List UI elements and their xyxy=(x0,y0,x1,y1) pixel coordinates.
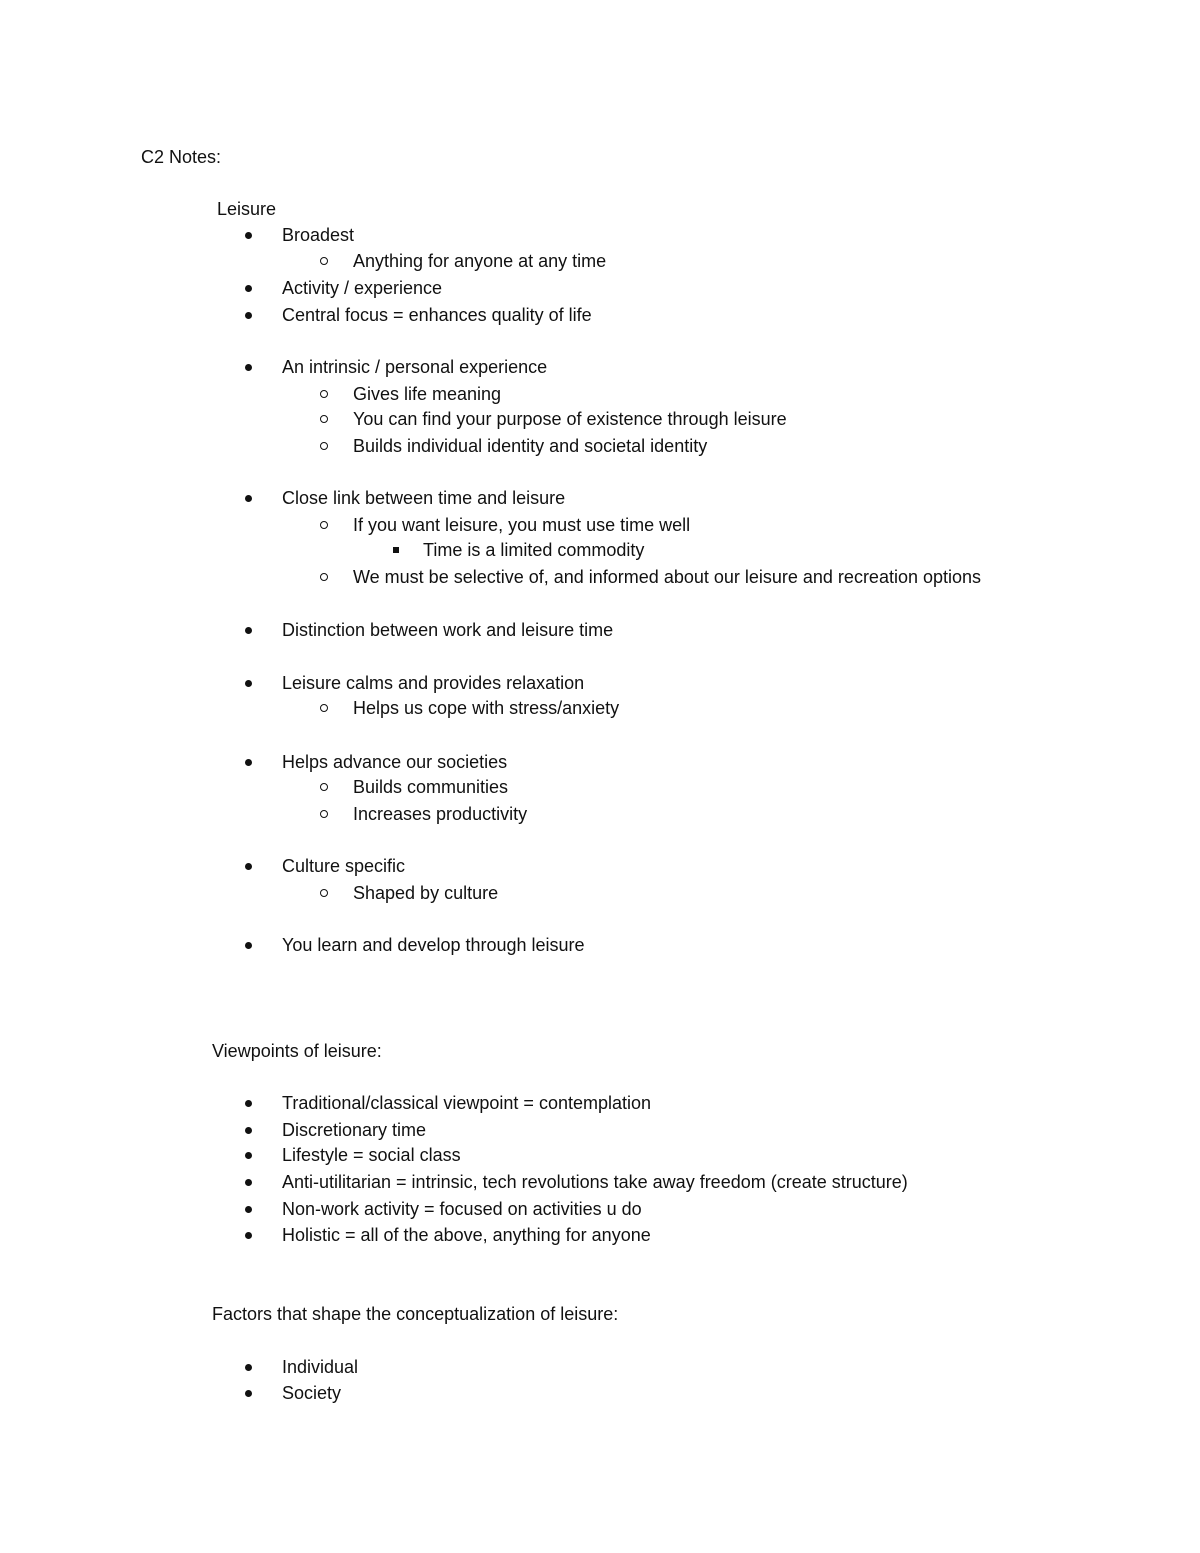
list-item: Helps us cope with stress/anxiety xyxy=(353,698,620,718)
list-item: Leisure calms and provides relaxation xyxy=(282,673,585,693)
list-item: Society xyxy=(282,1383,342,1403)
list-item: Shaped by culture xyxy=(353,883,499,903)
list-item: Activity / experience xyxy=(282,278,443,298)
list-item: Discretionary time xyxy=(282,1120,427,1140)
list-item: Holistic = all of the above, anything for anyone xyxy=(282,1225,651,1245)
list-item: Time is a limited commodity xyxy=(423,540,645,560)
bullet-dot-icon xyxy=(237,1171,259,1193)
bullet-dot-icon xyxy=(237,619,259,641)
bullet-dot-icon xyxy=(237,277,259,299)
list-item: Lifestyle = social class xyxy=(282,1145,461,1165)
list-item: Gives life meaning xyxy=(353,384,502,404)
bullet-circle-icon xyxy=(313,697,335,719)
list-item: Helps advance our societies xyxy=(282,752,508,772)
bullet-dot-icon xyxy=(237,1382,259,1404)
bullet-circle-icon xyxy=(313,408,335,430)
list-item: An intrinsic / personal experience xyxy=(282,357,548,377)
page-title: C2 Notes: xyxy=(141,147,222,167)
bullet-dot-icon xyxy=(237,304,259,326)
bullet-circle-icon xyxy=(313,882,335,904)
section-heading-viewpoints: Viewpoints of leisure: xyxy=(212,1041,382,1061)
bullet-circle-icon xyxy=(313,514,335,536)
section-heading-leisure: Leisure xyxy=(217,199,277,219)
bullet-dot-icon xyxy=(237,356,259,378)
bullet-circle-icon xyxy=(313,803,335,825)
bullet-dot-icon xyxy=(237,855,259,877)
list-item: We must be selective of, and informed about our leisure and recreation options xyxy=(353,567,982,587)
bullet-square-icon xyxy=(385,539,407,561)
section-heading-factors: Factors that shape the conceptualization of leisure: xyxy=(212,1304,619,1324)
bullet-dot-icon xyxy=(237,1356,259,1378)
list-item: Builds individual identity and societal identity xyxy=(353,436,708,456)
bullet-dot-icon xyxy=(237,751,259,773)
bullet-dot-icon xyxy=(237,1198,259,1220)
list-item: Anti-utilitarian = intrinsic, tech revolutions take away freedom (create structure) xyxy=(282,1172,908,1192)
bullet-circle-icon xyxy=(313,776,335,798)
list-item: Culture specific xyxy=(282,856,406,876)
bullet-dot-icon xyxy=(237,487,259,509)
bullet-dot-icon xyxy=(237,934,259,956)
list-item: Non-work activity = focused on activities u do xyxy=(282,1199,642,1219)
bullet-dot-icon xyxy=(237,672,259,694)
bullet-dot-icon xyxy=(237,1092,259,1114)
list-item: Broadest xyxy=(282,225,355,245)
list-item: If you want leisure, you must use time well xyxy=(353,515,691,535)
bullet-circle-icon xyxy=(313,383,335,405)
bullet-dot-icon xyxy=(237,224,259,246)
list-item: You learn and develop through leisure xyxy=(282,935,585,955)
list-item: Central focus = enhances quality of life xyxy=(282,305,592,325)
bullet-circle-icon xyxy=(313,250,335,272)
list-item: Traditional/classical viewpoint = contemplation xyxy=(282,1093,652,1113)
list-item: Anything for anyone at any time xyxy=(353,251,607,271)
list-item: Close link between time and leisure xyxy=(282,488,566,508)
list-item: Distinction between work and leisure time xyxy=(282,620,614,640)
list-item: Increases productivity xyxy=(353,804,528,824)
list-item: Builds communities xyxy=(353,777,509,797)
list-item: You can find your purpose of existence through leisure xyxy=(353,409,787,429)
bullet-dot-icon xyxy=(237,1119,259,1141)
bullet-dot-icon xyxy=(237,1144,259,1166)
bullet-circle-icon xyxy=(313,566,335,588)
bullet-dot-icon xyxy=(237,1224,259,1246)
bullet-circle-icon xyxy=(313,435,335,457)
list-item: Individual xyxy=(282,1357,359,1377)
